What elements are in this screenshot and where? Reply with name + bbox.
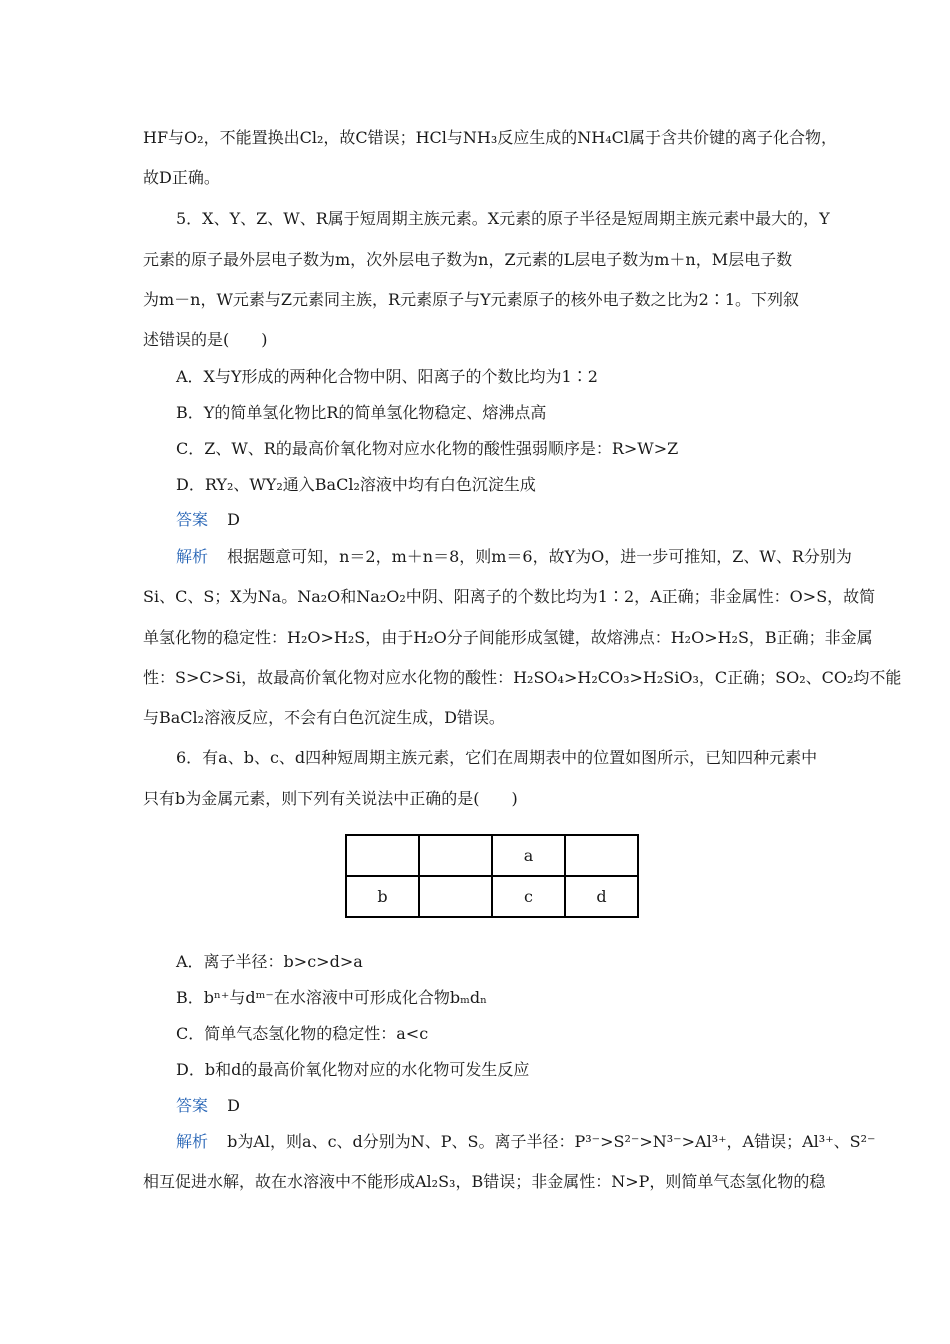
q5-analysis-line-1: [176, 546, 852, 568]
q6-analysis-line-1: [176, 1131, 875, 1153]
periodic-cell: [346, 835, 419, 876]
q5-stem-line-1: 5．X、Y、Z、W、R属于短周期主族元素。X元素的原子半径是短周期主族元素中最大的，Y: [176, 209, 830, 228]
prev-text-line-1: HF与O₂，不能置换出Cl₂，故C错误；HCl与NH₃反应生成的NH₄Cl属于含共价键的离子化合物，: [143, 128, 838, 147]
periodic-row-2: [346, 876, 638, 917]
q5-option-d: D．RY₂、WY₂通入BaCl₂溶液中均有白色沉淀生成: [176, 475, 536, 494]
q6-option-c: C．简单气态氢化物的稳定性：a<c: [176, 1024, 429, 1043]
periodic-table-figure: [345, 834, 639, 918]
q5-analysis-line-3: 单氢化物的稳定性：H₂O>H₂S，由于H₂O分子间能形成氢键，故熔沸点：H₂O>H₂S，B正确；非金属: [143, 628, 873, 647]
q5-answer-value: D: [227, 510, 240, 529]
q5-option-c: C．Z、W、R的最高价氧化物对应水化物的酸性强弱顺序是：R>W>Z: [176, 439, 679, 458]
q6-analysis-label: 解析: [176, 1132, 209, 1151]
q5-stem-line-3: 为m－n，W元素与Z元素同主族，R元素原子与Y元素原子的核外电子数之比为2∶1。下列叙: [143, 290, 800, 309]
q6-option-a: A．离子半径：b>c>d>a: [176, 952, 363, 971]
periodic-cell: [419, 835, 492, 876]
q5-option-b: B．Y的简单氢化物比R的简单氢化物稳定、熔沸点高: [176, 403, 547, 422]
q5-analysis-text-1: 根据题意可知，n＝2，m＋n＝8，则m＝6，故Y为O，进一步可推知，Z、W、R分别为: [227, 547, 852, 566]
periodic-cell-d: d: [565, 876, 638, 917]
q6-analysis-text-1: b为Al，则a、c、d分别为N、P、S。离子半径：P³⁻>S²⁻>N³⁻>Al³⁺，A错误；Al³⁺、S²⁻: [227, 1132, 876, 1151]
q6-stem-line-2: 只有b为金属元素，则下列有关说法中正确的是( ): [143, 789, 518, 808]
q6-answer-value: D: [227, 1096, 240, 1115]
prev-text-line-2: 故D正确。: [143, 168, 220, 187]
q5-stem-line-2: 元素的原子最外层电子数为m，次外层电子数为n，Z元素的L层电子数为m＋n，M层电子数: [143, 250, 793, 269]
q6-analysis-line-2: 相互促进水解，故在水溶液中不能形成Al₂S₃，B错误；非金属性：N>P，则简单气态氢化物的稳: [143, 1172, 826, 1191]
q6-answer-label: 答案: [176, 1096, 209, 1115]
q5-answer: [176, 509, 240, 531]
q5-analysis-line-2: Si、C、S；X为Na。Na₂O和Na₂O₂中阴、阳离子的个数比均为1∶2，A正确；非金属性：O>S，故简: [143, 587, 876, 606]
q5-analysis-line-5: 与BaCl₂溶液反应，不会有白色沉淀生成，D错误。: [143, 708, 505, 727]
q6-option-b: B．bⁿ⁺与dᵐ⁻在水溶液中可形成化合物bₘdₙ: [176, 988, 488, 1007]
q5-option-a: A．X与Y形成的两种化合物中阴、阳离子的个数比均为1∶2: [176, 367, 598, 386]
q6-answer: [176, 1095, 240, 1117]
q6-option-d: D．b和d的最高价氧化物对应的水化物可发生反应: [176, 1060, 530, 1079]
periodic-cell-c: c: [492, 876, 565, 917]
periodic-row-1: [346, 835, 638, 876]
periodic-cell-b: b: [346, 876, 419, 917]
q5-stem-line-4: 述错误的是( ): [143, 330, 268, 349]
q5-answer-label: 答案: [176, 510, 209, 529]
periodic-cell-a: a: [492, 835, 565, 876]
periodic-cell: [565, 835, 638, 876]
q5-analysis-line-4: 性：S>C>Si，故最高价氧化物对应水化物的酸性：H₂SO₄>H₂CO₃>H₂SiO₃，C正确；SO₂、CO₂均不能: [143, 668, 902, 687]
periodic-cell: [419, 876, 492, 917]
q5-analysis-label: 解析: [176, 547, 209, 566]
q6-stem-line-1: 6．有a、b、c、d四种短周期主族元素，它们在周期表中的位置如图所示，已知四种元素中: [176, 748, 818, 767]
